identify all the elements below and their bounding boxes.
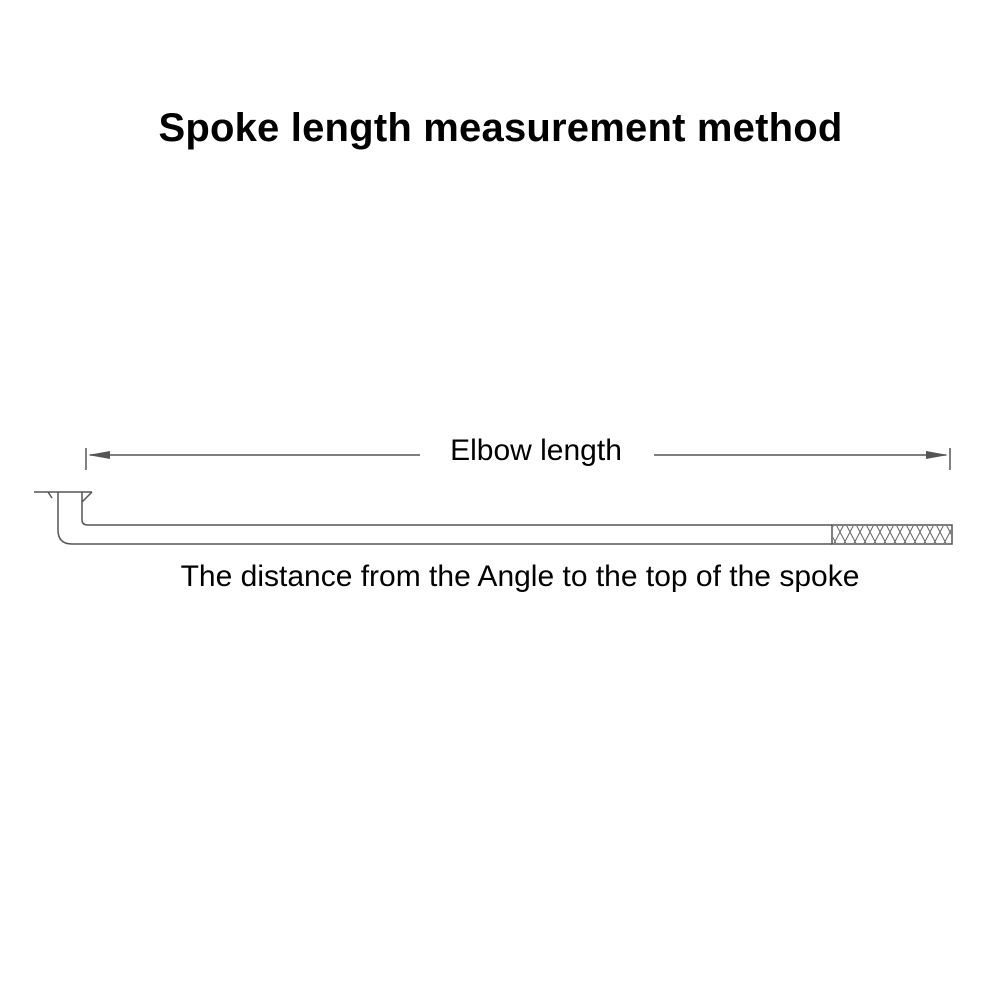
spoke-head-flange (34, 492, 92, 498)
spoke-thread-hatch (833, 526, 951, 543)
spoke-elbow-inner (82, 492, 832, 525)
spoke-stem-top (82, 492, 92, 502)
measurement-caption: The distance from the Angle to the top of the spoke (180, 560, 860, 593)
dimension-arrow-right (926, 451, 948, 459)
spoke (34, 492, 952, 544)
dimension-arrow-left (88, 451, 110, 459)
page-title: Spoke length measurement method (158, 106, 843, 150)
spoke-elbow (58, 492, 832, 544)
elbow-length-label: Elbow length (420, 432, 652, 470)
